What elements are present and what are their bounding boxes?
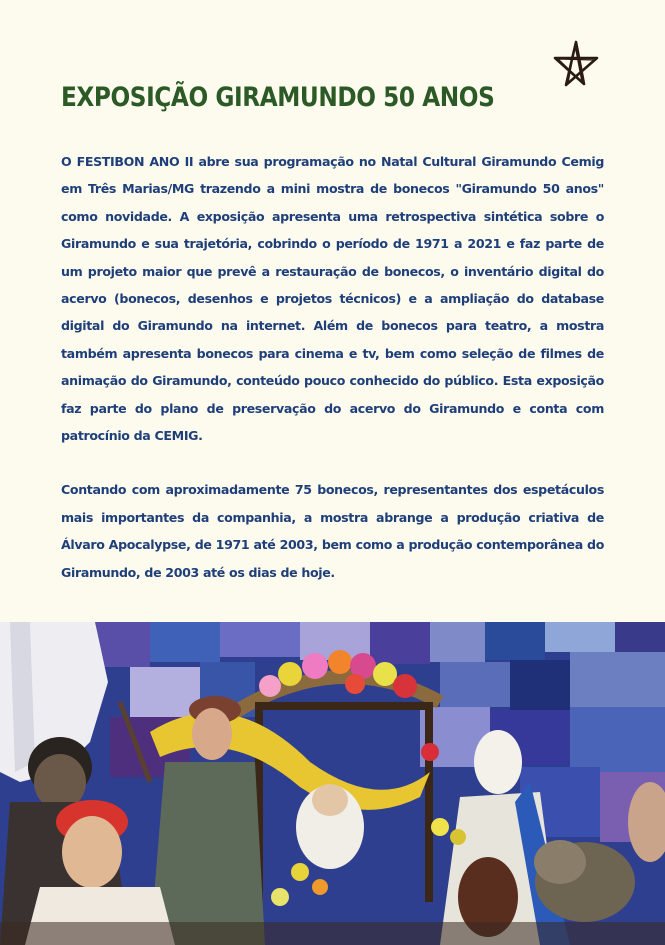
article-body [61,148,604,613]
hand-drawn-star-icon [549,38,603,92]
paragraph-details: Contando com aproximadamente 75 bonecos, representantes dos espetáculos mais importantes da companhia, a mostra abrange a produção criativa de Álvaro Apocalypse, de 1971 até 2003, bem como a produção contemporânea do Giramundo, de 2003 até os dias de hoje. [61,482,604,580]
nativity-puppets-photo [0,622,665,945]
page-title: EXPOSIÇÃO GIRAMUNDO 50 ANOS [61,82,495,113]
paragraph-intro: O FESTIBON ANO II abre sua programação no Natal Cultural Giramundo Cemig em Três Marias/MG trazendo a mini mostra de bonecos "Giramundo 50 anos" como novidade. A exposição apresenta uma retrospectiva sintética sobre o Giramundo e sua trajetória, cobrindo o período de 1971 a 2021 e faz parte de um projeto maior que prevê a restauração de bonecos, o inventário digital do acervo (bonecos, desenhos e projetos técnicos) e a ampliação do database digital do Giramundo na internet. Além de bonecos para teatro, a mostra também apresenta bonecos para cinema e tv, bem como seleção de filmes de animação do Giramundo, conteúdo pouco conhecido do público. Esta exposição faz parte do plano de preservação do acervo do Giramundo e conta com patrocínio da CEMIG. [61,154,604,444]
